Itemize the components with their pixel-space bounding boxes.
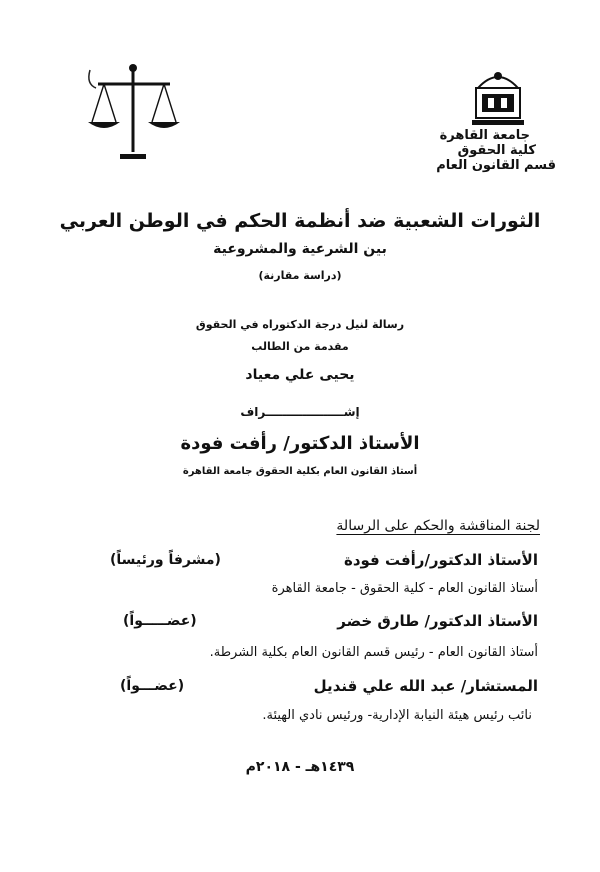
student-name: يحيى علي معياد (245, 367, 355, 383)
presented-by: مقدمة من الطالب (251, 340, 349, 353)
committee-member-name: الأستاذ الدكتور/ طارق خضر (337, 612, 538, 630)
cairo-university-logo-icon (468, 66, 528, 128)
committee-heading: لجنة المناقشة والحكم على الرسالة (336, 518, 540, 534)
supervisor-name: الأستاذ الدكتور/ رأفت فودة (180, 433, 420, 454)
department-name: قسم القانون العام (436, 158, 556, 173)
committee-member-role: (عضـــواً) (120, 678, 185, 694)
committee-member-role: (عضـــــواً) (123, 613, 197, 629)
thesis-title: الثورات الشعبية ضد أنظمة الحكم في الوطن العربي (59, 210, 541, 232)
scales-of-justice-icon (78, 62, 188, 162)
faculty-name: كلية الحقوق (457, 143, 536, 158)
supervision-label: إشـــــــــــــــــــراف (240, 405, 360, 419)
committee-member-role: (مشرفاً ورئيساً) (110, 552, 221, 568)
committee-member-desc: أستاذ القانون العام - كلية الحقوق - جامعة القاهرة (271, 581, 538, 596)
committee-member-name: الأستاذ الدكتور/رأفت فودة (343, 551, 538, 569)
degree-line: رسالة لنيل درجة الدكتوراه في الحقوق (195, 318, 405, 331)
thesis-subtitle: بين الشرعية والمشروعية (213, 241, 387, 257)
study-type: (دراسة مقارنة) (258, 269, 342, 282)
committee-member-desc: أستاذ القانون العام - رئيس قسم القانون العام بكلية الشرطة. (209, 645, 538, 660)
committee-member-desc: نائب رئيس هيئة النيابة الإدارية- ورئيس نادي الهيئة. (262, 708, 532, 723)
committee-member-name: المستشار/ عبد الله علي قنديل (313, 677, 538, 695)
thesis-date: ١٤٣٩هـ - ٢٠١٨م (245, 759, 355, 775)
university-name: جامعة القاهرة (439, 128, 530, 143)
supervisor-title: أستاذ القانون العام بكلية الحقوق جامعة القاهرة (182, 466, 418, 477)
